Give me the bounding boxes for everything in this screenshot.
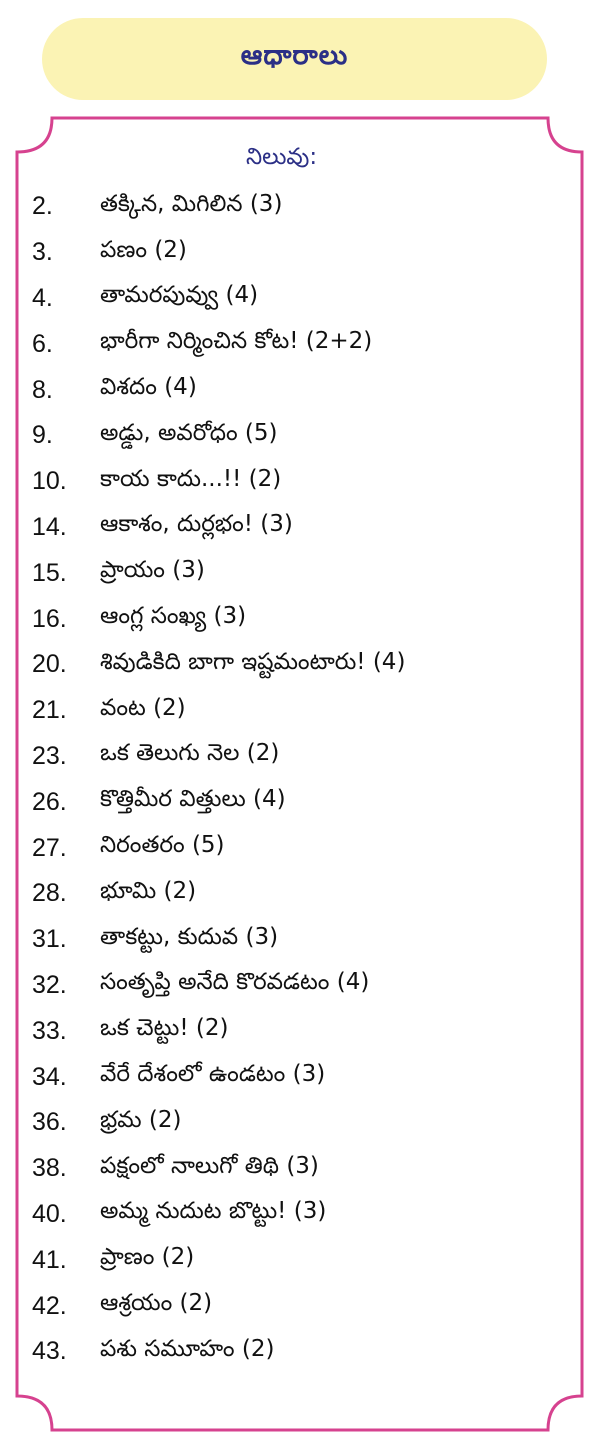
clue-item (32, 550, 572, 596)
clue-item (32, 779, 572, 825)
clue-number: 8. (32, 375, 53, 404)
clue-text: ఆకాశం, దుర్లభం! (3) (100, 511, 293, 538)
clue-number: 28. (32, 879, 67, 908)
clue-item (32, 1329, 572, 1375)
clue-number: 3. (32, 238, 53, 267)
clue-text: శివుడికిది బాగా ఇష్టమంటారు! (4) (100, 648, 406, 675)
clue-text: ఒక తెలుగు నెల (2) (100, 740, 280, 767)
clue-number: 42. (32, 1291, 67, 1320)
clue-item (32, 413, 572, 459)
clue-text: వేరే దేశంలో ఉండటం (3) (100, 1061, 326, 1088)
clue-text: ఒక చెట్టు! (2) (100, 1015, 229, 1042)
clue-text: కొత్తిమీర విత్తులు (4) (100, 786, 286, 813)
clue-number: 4. (32, 283, 53, 312)
clue-text: తామరపువ్వు (4) (100, 282, 259, 309)
clue-number: 16. (32, 604, 67, 633)
clue-text: అమ్మ నుదుట బొట్టు! (3) (100, 1198, 327, 1225)
clue-item (32, 1146, 572, 1192)
clue-number: 26. (32, 787, 67, 816)
clue-number: 27. (32, 833, 67, 862)
clue-text: ప్రాణం (2) (100, 1244, 195, 1271)
clue-text: సంతృప్తి అనేది కొరవడటం (4) (100, 969, 370, 996)
clue-text: ఆశ్రయం (2) (100, 1290, 213, 1317)
clue-number: 36. (32, 1108, 67, 1137)
clue-number: 31. (32, 925, 67, 954)
clue-text: పశు సమూహం (2) (100, 1335, 275, 1362)
clue-number: 21. (32, 696, 67, 725)
clue-number: 33. (32, 1016, 67, 1045)
clue-item (32, 688, 572, 734)
clue-text: విశదం (4) (100, 374, 197, 401)
clue-text: వంట (2) (100, 694, 186, 721)
clue-item (32, 505, 572, 551)
clue-item (32, 459, 572, 505)
clue-item (32, 367, 572, 413)
clue-text: ప్రాయం (3) (100, 557, 205, 584)
clue-text: భ్రమ (2) (100, 1106, 182, 1133)
clue-number: 6. (32, 329, 53, 358)
clue-text: అడ్డు, అవరోధం (5) (100, 419, 278, 446)
clue-text: పణం (2) (100, 236, 187, 263)
clue-number: 10. (32, 467, 67, 496)
clue-item (32, 917, 572, 963)
clue-text: నిరంతరం (5) (100, 832, 225, 859)
clue-number: 40. (32, 1199, 67, 1228)
clue-number: 15. (32, 558, 67, 587)
clue-item (32, 642, 572, 688)
clue-text: ఆంగ్ల సంఖ్య (3) (100, 603, 247, 630)
clue-number: 38. (32, 1154, 67, 1183)
clue-item (32, 276, 572, 322)
clue-number: 41. (32, 1245, 67, 1274)
clue-item (32, 1100, 572, 1146)
clue-text: తాకట్టు, కుదువ (3) (100, 923, 279, 950)
clue-item (32, 184, 572, 230)
clue-number: 9. (32, 421, 53, 450)
clue-item (32, 734, 572, 780)
clue-item (32, 596, 572, 642)
clue-number: 2. (32, 192, 53, 221)
clue-text: భారీగా నిర్మించిన కోట! (2+2) (100, 328, 373, 355)
clue-item (32, 230, 572, 276)
clue-item (32, 321, 572, 367)
clue-item (32, 1237, 572, 1283)
clue-item (32, 1283, 572, 1329)
clue-item (32, 1192, 572, 1238)
clue-item (32, 963, 572, 1009)
section-heading-down: నిలువు: (246, 144, 318, 170)
clue-item (32, 1008, 572, 1054)
clue-text: కాయ కాదు...!! (2) (100, 465, 282, 492)
page-title: ఆధారాలు (240, 40, 349, 71)
clue-number: 43. (32, 1337, 67, 1366)
clue-number: 14. (32, 512, 67, 541)
clue-text: తక్కిన, మిగిలిన (3) (100, 190, 283, 217)
clue-item (32, 871, 572, 917)
clue-number: 32. (32, 970, 67, 999)
clue-item (32, 825, 572, 871)
clue-text: భూమి (2) (100, 877, 197, 904)
clue-number: 34. (32, 1062, 67, 1091)
clue-number: 23. (32, 741, 67, 770)
clue-text: పక్షంలో నాలుగో తిథి (3) (100, 1152, 319, 1179)
clue-list (32, 184, 572, 1375)
clue-number: 20. (32, 650, 67, 679)
clue-item (32, 1054, 572, 1100)
